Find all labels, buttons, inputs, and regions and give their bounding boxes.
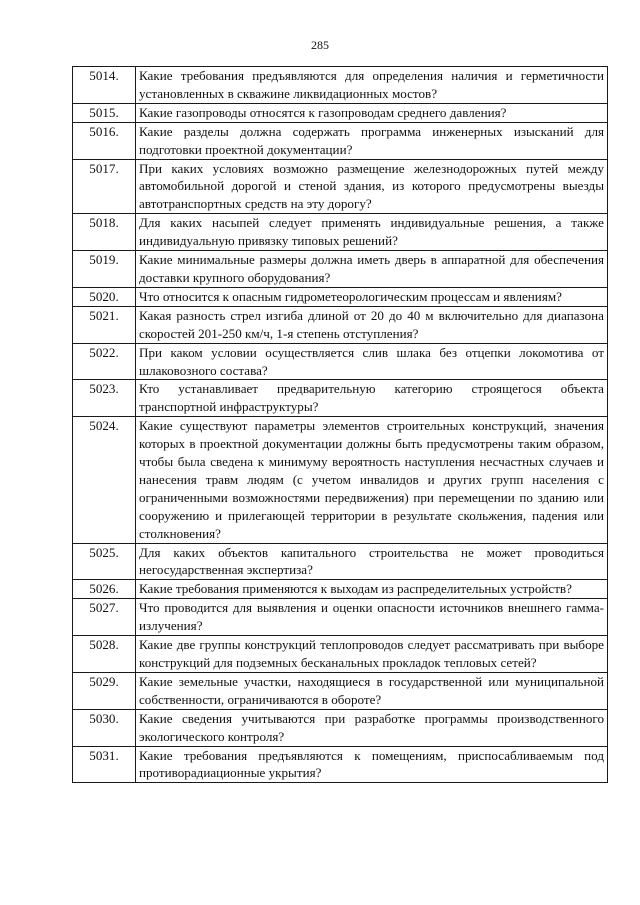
table-row xyxy=(73,672,608,709)
question-number: 5018. xyxy=(73,214,136,251)
table-row xyxy=(73,543,608,580)
question-number: 5027. xyxy=(73,599,136,636)
question-text: Какие требования применяются к выходам из распределительных устройств? xyxy=(136,580,608,599)
table-row xyxy=(73,636,608,673)
page-number: 285 xyxy=(311,38,329,52)
question-text: Какие требования предъявляются к помещениям, приспосабливаемым под противорадиационные укрытия? xyxy=(136,746,608,783)
table-row xyxy=(73,580,608,599)
question-number: 5025. xyxy=(73,543,136,580)
question-text: Какая разность стрел изгиба длиной от 20 до 40 м включительно для диапазона скоростей 201-250 км/ч, 1-я степень отступления? xyxy=(136,306,608,343)
question-text: Что проводится для выявления и оценки опасности источников внешнего гамма-излучения? xyxy=(136,599,608,636)
question-text: Какие минимальные размеры должна иметь дверь в аппаратной для обеспечения доставки крупного оборудования? xyxy=(136,251,608,288)
question-text: Кто устанавливает предварительную категорию строящегося объекта транспортной инфраструктуры? xyxy=(136,380,608,417)
question-number: 5015. xyxy=(73,103,136,122)
questions-table xyxy=(72,66,608,783)
question-number: 5019. xyxy=(73,251,136,288)
question-text: Что относится к опасным гидрометеорологическим процессам и явлениям? xyxy=(136,287,608,306)
table-row xyxy=(73,122,608,159)
question-number: 5031. xyxy=(73,746,136,783)
question-number: 5016. xyxy=(73,122,136,159)
question-text: Какие две группы конструкций теплопроводов следует рассматривать при выборе конструкций для подземных бесканальных прокладок тепловых сетей? xyxy=(136,636,608,673)
question-number: 5020. xyxy=(73,287,136,306)
question-number: 5021. xyxy=(73,306,136,343)
question-text: Какие существуют параметры элементов строительных конструкций, значения которых в проектной документации должны быть предусмотрены таким образом, чтобы была сведена к минимуму вероятность наступления несчастных случаев и нанесения травм людям (с учетом инвалидов и других групп населения с ограниченными возможностями передвижения) при перемещении по зданию или сооружению и прилегающей территории в результате скольжения, падения или столкновения? xyxy=(136,417,608,543)
question-text: Какие сведения учитываются при разработке программы производственного экологического контроля? xyxy=(136,709,608,746)
question-text: При каких условиях возможно размещение железнодорожных путей между автомобильной дорогой и стеной здания, из которого предусмотрены выезды автотранспортных средств на эту дорогу? xyxy=(136,159,608,214)
question-number: 5030. xyxy=(73,709,136,746)
question-number: 5022. xyxy=(73,343,136,380)
question-number: 5026. xyxy=(73,580,136,599)
question-number: 5029. xyxy=(73,672,136,709)
table-row xyxy=(73,599,608,636)
table-row xyxy=(73,159,608,214)
table-row xyxy=(73,287,608,306)
table-row xyxy=(73,67,608,104)
question-text: Для каких объектов капитального строительства не может проводиться негосударственная экспертиза? xyxy=(136,543,608,580)
table-row xyxy=(73,251,608,288)
table-row xyxy=(73,417,608,543)
question-text: Какие газопроводы относятся к газопроводам среднего давления? xyxy=(136,103,608,122)
question-number: 5017. xyxy=(73,159,136,214)
question-text: Для каких насыпей следует применять индивидуальные решения, а также индивидуальную привязку типовых решений? xyxy=(136,214,608,251)
question-number: 5014. xyxy=(73,67,136,104)
question-text: Какие требования предъявляются для определения наличия и герметичности установленных в скважине ликвидационных мостов? xyxy=(136,67,608,104)
table-row xyxy=(73,709,608,746)
table-row xyxy=(73,214,608,251)
table-row xyxy=(73,746,608,783)
table-row xyxy=(73,380,608,417)
table-row xyxy=(73,306,608,343)
table-row xyxy=(73,103,608,122)
question-text: При каком условии осуществляется слив шлака без отцепки локомотива от шлаковозного состава? xyxy=(136,343,608,380)
question-number: 5023. xyxy=(73,380,136,417)
question-number: 5024. xyxy=(73,417,136,543)
question-text: Какие земельные участки, находящиеся в государственной или муниципальной собственности, ограничиваются в обороте? xyxy=(136,672,608,709)
question-text: Какие разделы должна содержать программа инженерных изысканий для подготовки проектной документации? xyxy=(136,122,608,159)
table-row xyxy=(73,343,608,380)
question-number: 5028. xyxy=(73,636,136,673)
